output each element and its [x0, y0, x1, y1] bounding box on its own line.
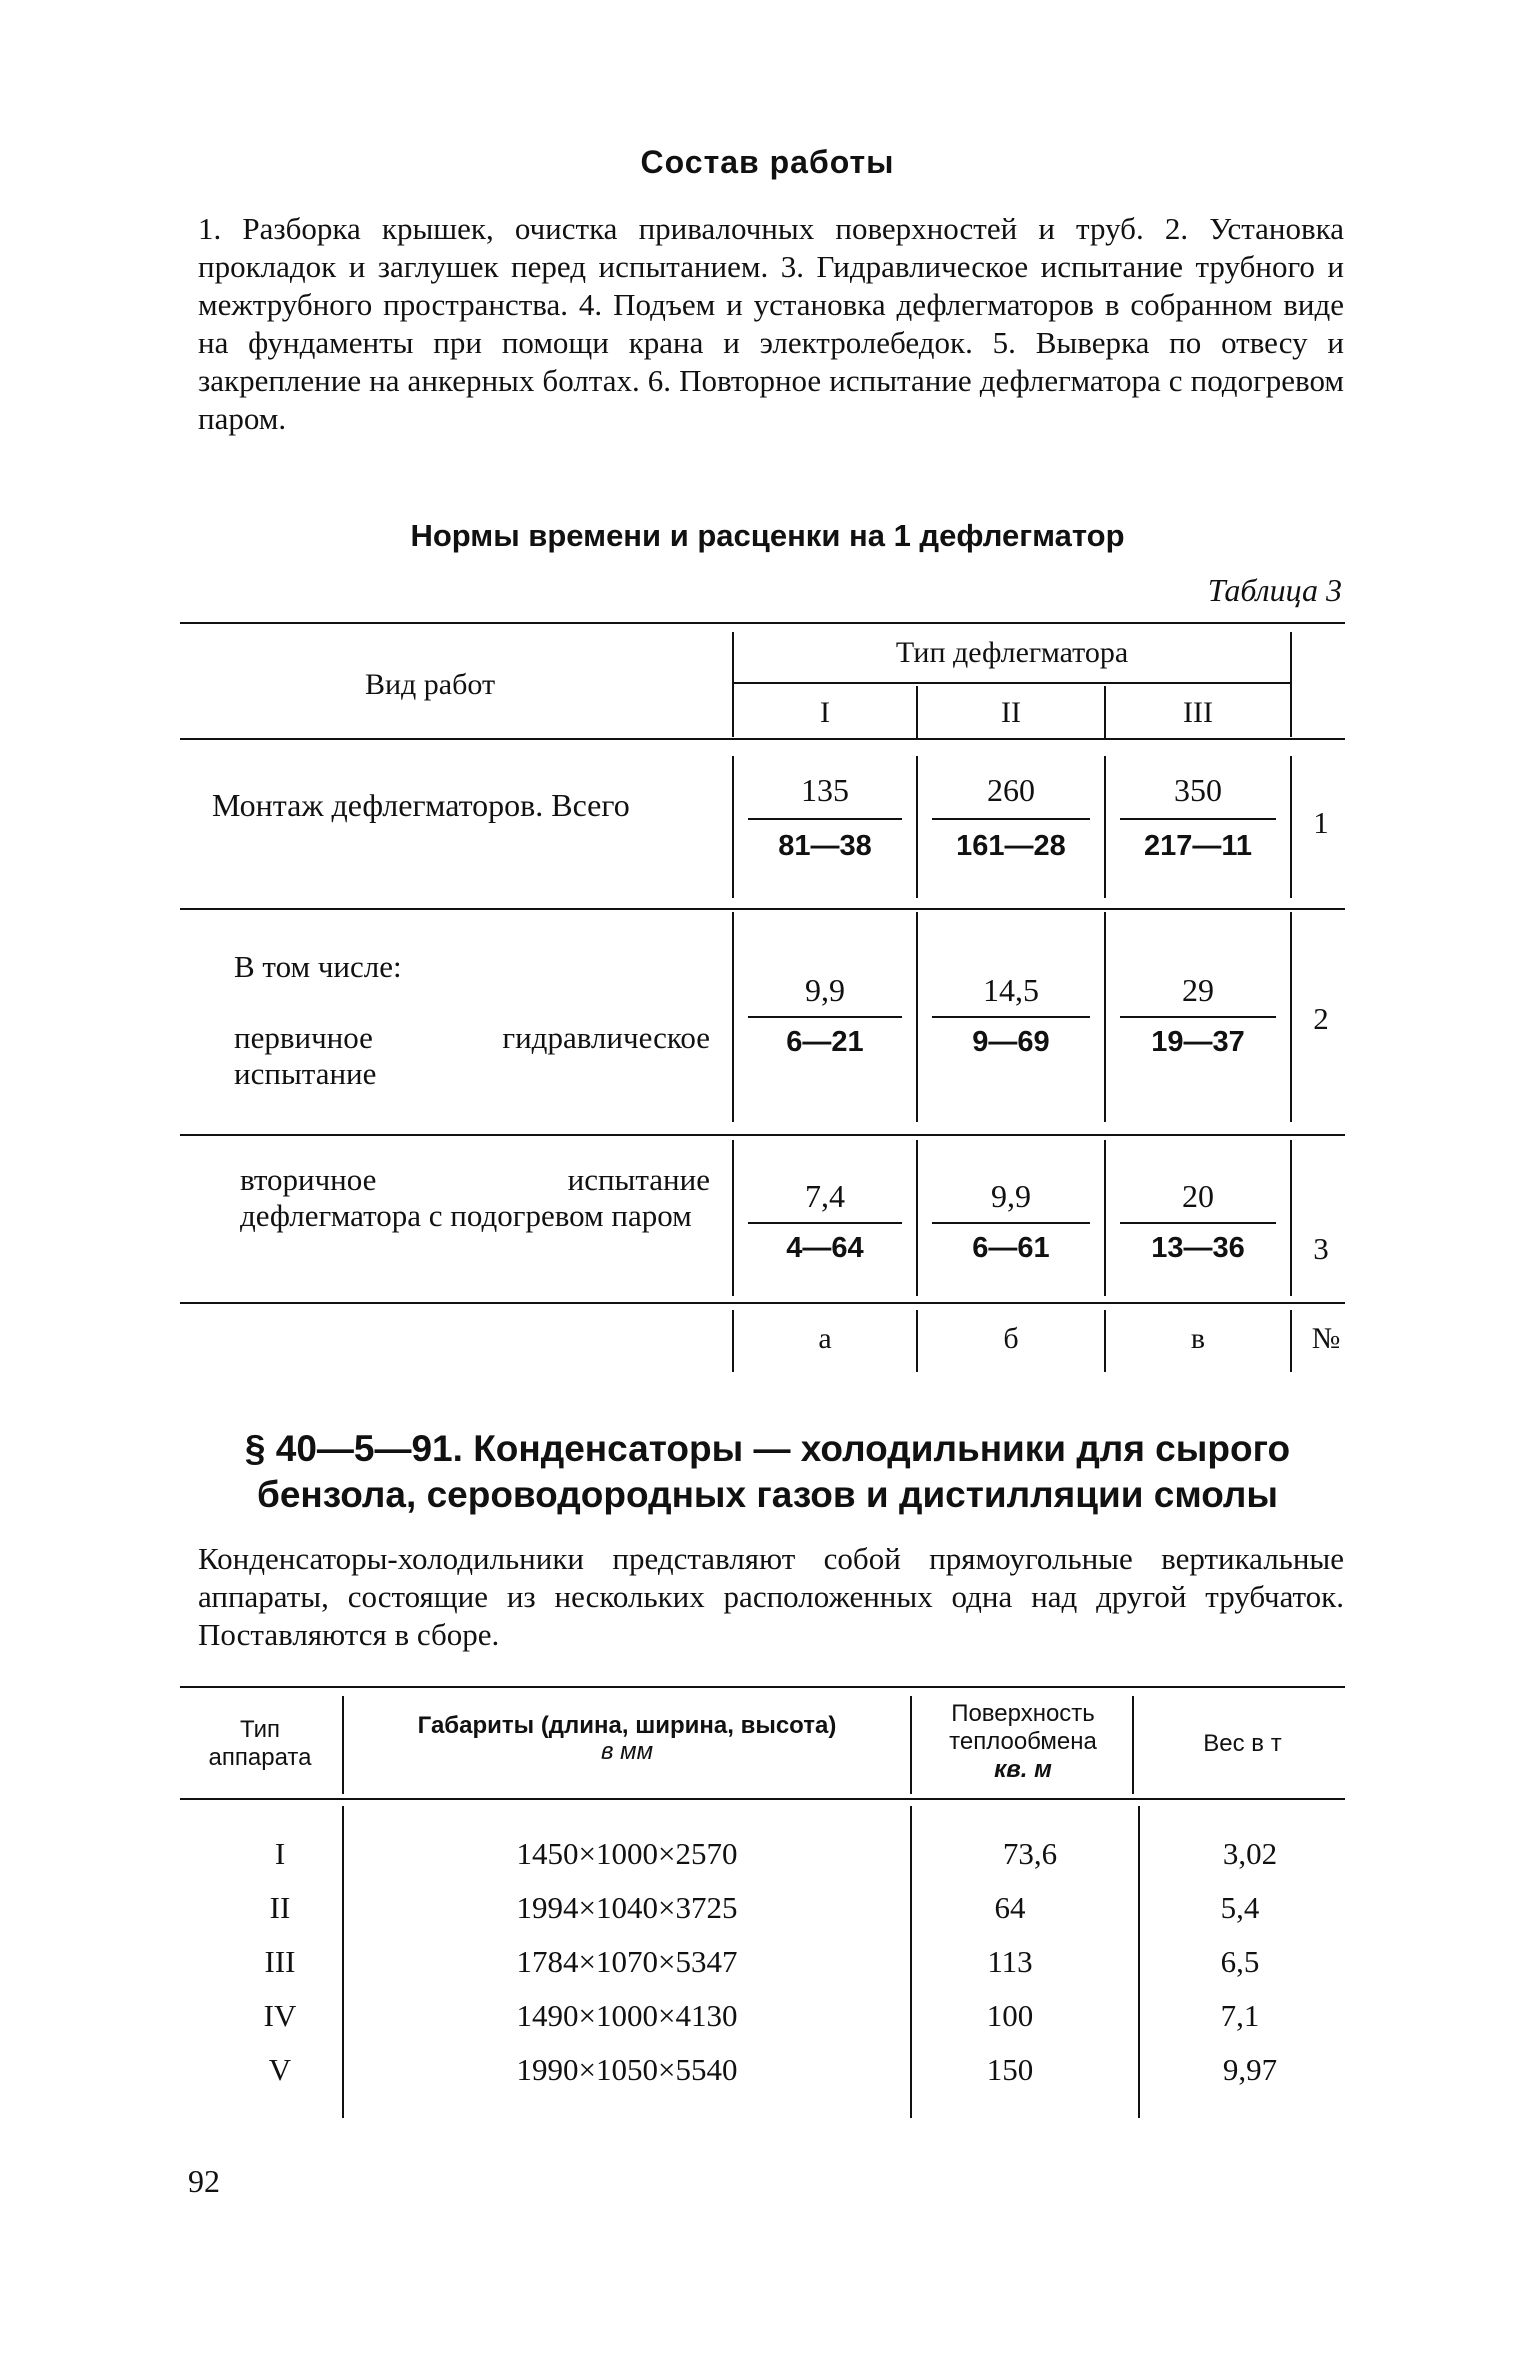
row3-ii-price: 6—61 — [972, 1232, 1050, 1264]
t2-row3-weight: 6,5 — [1220, 1944, 1260, 1979]
work-text: 1. Разборка крышек, очистка привалочных поверхностей и труб. 2. Установка прокладок и заглушек перед испытанием. 3. Гидравлическое испытание трубного и межтрубного пространства. 4. Подъем и установка дефлегматоров в собранном виде на фундаменты при помощи крана и электролебедок. 5. Выверка по отвесу и закрепление на анкерных болтах. 6. Повторное испытание дефлегматора с подогревом паром. — [198, 211, 1344, 436]
row1-i-rule — [748, 818, 902, 820]
row2-ii-value: 14,5 — [983, 972, 1039, 1008]
row2-iii-price: 19—37 — [1151, 1026, 1245, 1058]
table2-top-rule — [180, 1686, 1345, 1688]
t2-row1-surface: 73,6 — [1002, 1836, 1058, 1871]
row3-label: вторичное испытание дефлегматора с подогревом паром — [240, 1162, 710, 1233]
row2-pre-label: В том числе: — [234, 949, 402, 984]
table1-row2-rule — [180, 1134, 1345, 1136]
table1-header-rule — [180, 738, 1345, 740]
t2-row2-weight: 5,4 — [1220, 1890, 1260, 1925]
row3-num: 3 — [1313, 1231, 1329, 1266]
t2-row5-surface: 150 — [986, 2052, 1034, 2087]
page-number: 92 — [188, 2163, 220, 2199]
row3-i-value: 7,4 — [805, 1178, 845, 1214]
type-iii-header: III — [1183, 696, 1213, 729]
row3-i-rule — [748, 1222, 902, 1224]
t2-row2-type: II — [269, 1890, 291, 1925]
t2-header-dims-unit: в мм — [600, 1738, 654, 1765]
row2-vline-1 — [732, 912, 734, 1122]
work-title: Состав работы — [640, 144, 895, 180]
table1-row3-rule — [180, 1302, 1345, 1304]
footer-num: № — [1311, 1322, 1341, 1355]
table1-top-rule — [180, 622, 1345, 624]
row3-iii-rule — [1120, 1222, 1276, 1224]
row2-i-price: 6—21 — [786, 1026, 864, 1058]
table1-vline-4 — [1290, 632, 1292, 737]
t2-row4-weight: 7,1 — [1220, 1998, 1260, 2033]
row1-i-price: 81—38 — [778, 830, 872, 862]
row1-num: 1 — [1313, 805, 1329, 840]
t2-row3-type: III — [264, 1944, 296, 1979]
t2-b-vline-3 — [1138, 1806, 1140, 2118]
row1-i-value: 135 — [801, 772, 849, 808]
t2-row4-type: IV — [263, 1998, 297, 2033]
row3-ii-rule — [932, 1222, 1090, 1224]
section-text: Конденсаторы-холодильники представляют собой прямоугольные вертикальные аппараты, состоящие из нескольких расположенных одна над другой трубчаток. Поставляются в сборе. — [198, 1541, 1344, 1652]
t2-h-vline-3 — [1132, 1696, 1134, 1794]
footer-c: в — [1190, 1322, 1206, 1355]
t2-row4-surface: 100 — [986, 1998, 1034, 2033]
row2-label: первичное гидравлическое испытание — [234, 1020, 710, 1091]
col-work-header: Вид работ — [364, 668, 496, 701]
t2-row1-type: I — [274, 1836, 286, 1871]
row1-iii-price: 217—11 — [1143, 830, 1253, 862]
t2-row3-dims: 1784×1070×5347 — [516, 1944, 738, 1979]
row3-i-price: 4—64 — [786, 1232, 864, 1264]
t2-b-vline-2 — [910, 1806, 912, 2118]
row3-ii-value: 9,9 — [991, 1178, 1031, 1214]
table1-title: Нормы времени и расценки на 1 дефлегматор — [410, 518, 1125, 553]
row3-iii-value: 20 — [1182, 1178, 1214, 1214]
section-title-line2: бензола, сероводородных газов и дистилляции смолы — [257, 1474, 1278, 1515]
table2-header-rule — [180, 1798, 1345, 1800]
row1-iii-rule — [1120, 818, 1276, 820]
t2-header-type: Тип аппарата — [208, 1716, 312, 1771]
row2-ii-price: 9—69 — [972, 1026, 1050, 1058]
t2-header-weight: Вес в т — [1203, 1730, 1282, 1757]
t2-row5-weight: 9,97 — [1222, 2052, 1278, 2087]
t2-row5-type: V — [268, 2052, 292, 2087]
row2-num: 2 — [1313, 1001, 1329, 1036]
table1-caption: Таблица 3 — [1207, 572, 1342, 608]
row2-i-rule — [748, 1016, 902, 1018]
row2-i-value: 9,9 — [805, 972, 845, 1008]
row3-iii-price: 13—36 — [1151, 1232, 1245, 1264]
row2-ii-rule — [932, 1016, 1090, 1018]
t2-b-vline-1 — [342, 1806, 344, 2118]
row1-ii-rule — [932, 818, 1090, 820]
type-ii-header: II — [1001, 696, 1021, 729]
t2-header-surface: Поверхность теплообмена — [949, 1700, 1097, 1755]
row2-vline-2 — [916, 912, 918, 1122]
row1-ii-value: 260 — [987, 772, 1035, 808]
row2-iii-rule — [1120, 1016, 1276, 1018]
t2-h-vline-1 — [342, 1696, 344, 1794]
t2-header-surface-unit: кв. м — [994, 1756, 1052, 1783]
row1-ii-price: 161—28 — [956, 830, 1066, 862]
row1-iii-value: 350 — [1174, 772, 1222, 808]
row2-vline-4 — [1290, 912, 1292, 1122]
footer-b: б — [1003, 1322, 1019, 1355]
t2-row5-dims: 1990×1050×5540 — [516, 2052, 738, 2087]
t2-row1-dims: 1450×1000×2570 — [516, 1836, 738, 1871]
section-title-line1: § 40—5—91. Конденсаторы — холодильники для сырого — [244, 1428, 1291, 1469]
t2-row2-surface: 64 — [994, 1890, 1026, 1925]
t2-row2-dims: 1994×1040×3725 — [516, 1890, 738, 1925]
type-i-header: I — [820, 696, 830, 729]
footer-vline-4 — [1290, 1310, 1292, 1372]
footer-a: а — [818, 1322, 832, 1355]
t2-row1-weight: 3,02 — [1222, 1836, 1278, 1871]
t2-header-dims: Габариты (длина, ширина, высота) — [417, 1712, 837, 1739]
t2-h-vline-2 — [910, 1696, 912, 1794]
row3-vline-4 — [1290, 1140, 1292, 1296]
t2-row3-surface: 113 — [987, 1944, 1033, 1979]
row3-vline-2 — [916, 1140, 918, 1296]
row1-vline-4 — [1290, 756, 1292, 898]
row3-vline-3 — [1104, 1140, 1106, 1296]
row2-iii-value: 29 — [1182, 972, 1214, 1008]
table1-row1-rule — [180, 908, 1345, 910]
row3-vline-1 — [732, 1140, 734, 1296]
col-type-header: Тип дефлегматора — [895, 636, 1129, 669]
row1-label: Монтаж дефлегматоров. Всего — [212, 787, 630, 823]
table1-type-subrule — [734, 682, 1292, 684]
row2-vline-3 — [1104, 912, 1106, 1122]
t2-row4-dims: 1490×1000×4130 — [516, 1998, 738, 2033]
